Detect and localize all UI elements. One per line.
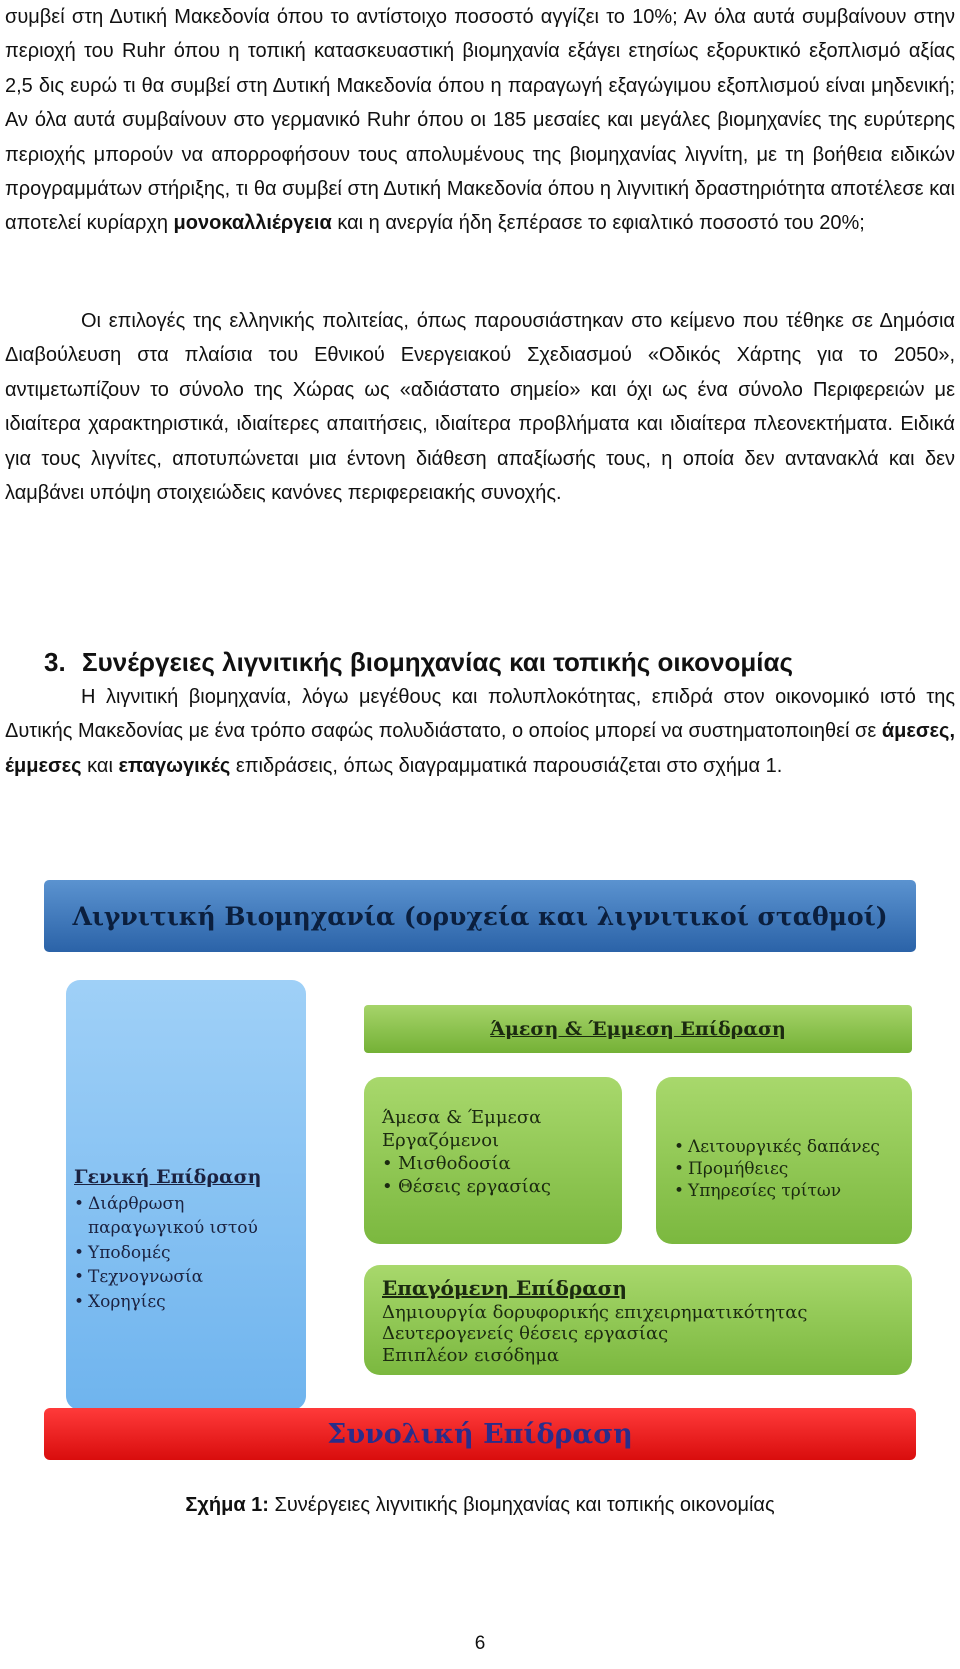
induced-line: Δημιουργία δορυφορικής επιχειρηματικότητας [382, 1301, 808, 1323]
paragraph-lignite-industry [5, 680, 955, 783]
paragraph-ruhr-comparison [5, 0, 955, 241]
bold-term-induced: επαγωγικές [118, 754, 231, 777]
costs-text [674, 1136, 909, 1202]
induced-impact-text [382, 1278, 902, 1366]
list-item: • Υπηρεσίες τρίτων [674, 1180, 909, 1202]
lignite-industry-bar: Λιγνιτική Βιομηχανία (ορυχεία και λιγνιτικοί σταθμοί) [44, 880, 916, 952]
figure-caption [0, 1494, 960, 1517]
paragraph-state-choices: Οι επιλογές της ελληνικής πολιτείας, όπως παρουσιάστηκαν στο κείμενο που τέθηκε σε Δημόσια Διαβούλευση στα πλαίσια του Εθνικού Ενεργειακού Σχεδιασμού «Οδικός Χάρτης για το 2050», αντιμετωπίζουν το σύνολο της Χώρας ως «αδιάστατο σημείο» και όχι ως ένα σύνολο Περιφερειών με ιδιαίτερα χαρακτηριστικά, ιδιαίτερες απαιτήσεις, ιδιαίτερα προβλήματα και ιδιαίτερα πλεονεκτήματα. Ειδικά για τους λιγνίτες, αποτυπώνεται μια έντονη διάθεση απαξίωσής τους, η οποία δεν αντανακλά και δεν λαμβάνει υπόψη στοιχειώδεις κανόνες περιφερειακής συνοχής. [5, 310, 955, 505]
employees-title-1: Άμεσα & Έμμεσα [382, 1107, 542, 1128]
paragraph-text: και [81, 754, 119, 777]
caption-label: Σχήμα 1: [185, 1494, 269, 1516]
list-item: παραγωγικού ιστού [88, 1218, 258, 1238]
employees-text [382, 1106, 617, 1198]
list-item: • Χορηγίες [74, 1290, 284, 1315]
total-impact-bar: Συνολική Επίδραση [44, 1408, 916, 1460]
direct-indirect-impact-bar: Άμεση & Έμμεση Επίδραση [364, 1005, 912, 1053]
induced-line: Επιπλέον εισόδημα [382, 1344, 560, 1366]
caption-text: Συνέργειες λιγνιτικής βιομηχανίας και τοπικής οικονομίας [268, 1494, 775, 1516]
list-item: • Διάρθρωση [74, 1192, 284, 1217]
list-item: • Τεχνογνωσία [74, 1265, 284, 1290]
employees-title-2: Εργαζόμενοι [382, 1130, 500, 1151]
paragraph-text: Η λιγνιτική βιομηχανία, λόγω μεγέθους και πολυπλοκότητας, επιδρά στον οικονομικό ιστό της Δυτικής Μακεδονίας με ένα τρόπο σαφώς πολυδιάστατο, ο οποίος μπορεί να συστηματοποιηθεί σε [5, 686, 955, 743]
induced-line: Δευτερογενείς θέσεις εργασίας [382, 1323, 669, 1344]
paragraph-text: επιδράσεις, όπως διαγραμματικά παρουσιάζεται στο σχήμα 1. [230, 754, 783, 777]
section-heading [44, 647, 793, 678]
list-item: • Προμήθειες [674, 1158, 909, 1180]
list-item: • Λειτουργικές δαπάνες [674, 1136, 909, 1158]
list-item: • Θέσεις εργασίας [382, 1175, 617, 1198]
general-impact-title: Γενική Επίδραση [74, 1166, 262, 1188]
bold-term-direct-indirect: άμεσες, έμμεσες [5, 720, 955, 777]
bold-term-monoculture: μονοκαλλιέργεια [173, 212, 332, 235]
list-item: • Υποδομές [74, 1241, 284, 1266]
list-item: • Μισθοδοσία [382, 1152, 617, 1175]
general-impact-text [74, 1165, 284, 1314]
page-number: 6 [474, 1633, 486, 1654]
induced-impact-title: Επαγόμενη Επίδραση [382, 1276, 627, 1300]
paragraph-text: συμβεί στη Δυτική Μακεδονία όπου το αντίστοιχο ποσοστό αγγίζει το 10%; Αν όλα αυτά συμβαίνουν στην περιοχή του Ruhr όπου η τοπική κατασκευαστική βιομηχανία εξάγει ετησίως εξορυκτικό εξοπλισμό αξίας 2,5 δις ευρώ τι θα συμβεί στη Δυτική Μακεδονία όπου η παραγωγή εξαγώγιμου εξοπλισμού είναι μηδενική; Αν όλα αυτά συμβαίνουν στο γερμανικό Ruhr όπου οι 185 μεσαίες και μεγάλες βιομηχανίες της ευρύτερης περιοχής μπορούν να απορροφήσουν τους απολυμένους της βιομηχανίας λιγνίτη, με τη βοήθεια ειδικών προγραμμάτων στήριξης, τι θα συμβεί στη Δυτική Μακεδονία όπου η λιγνιτική δραστηριότητα αποτέλεσε και αποτελεί κυρίαρχη [5, 6, 955, 235]
paragraph-text: και η ανεργία ήδη ξεπέρασε το εφιαλτικό ποσοστό του 20%; [331, 212, 865, 235]
figure-diagram [44, 880, 916, 1456]
section-number: 3. [44, 647, 66, 677]
section-title: Συνέργειες λιγνιτικής βιομηχανίας και τοπικής οικονομίας [82, 647, 794, 677]
